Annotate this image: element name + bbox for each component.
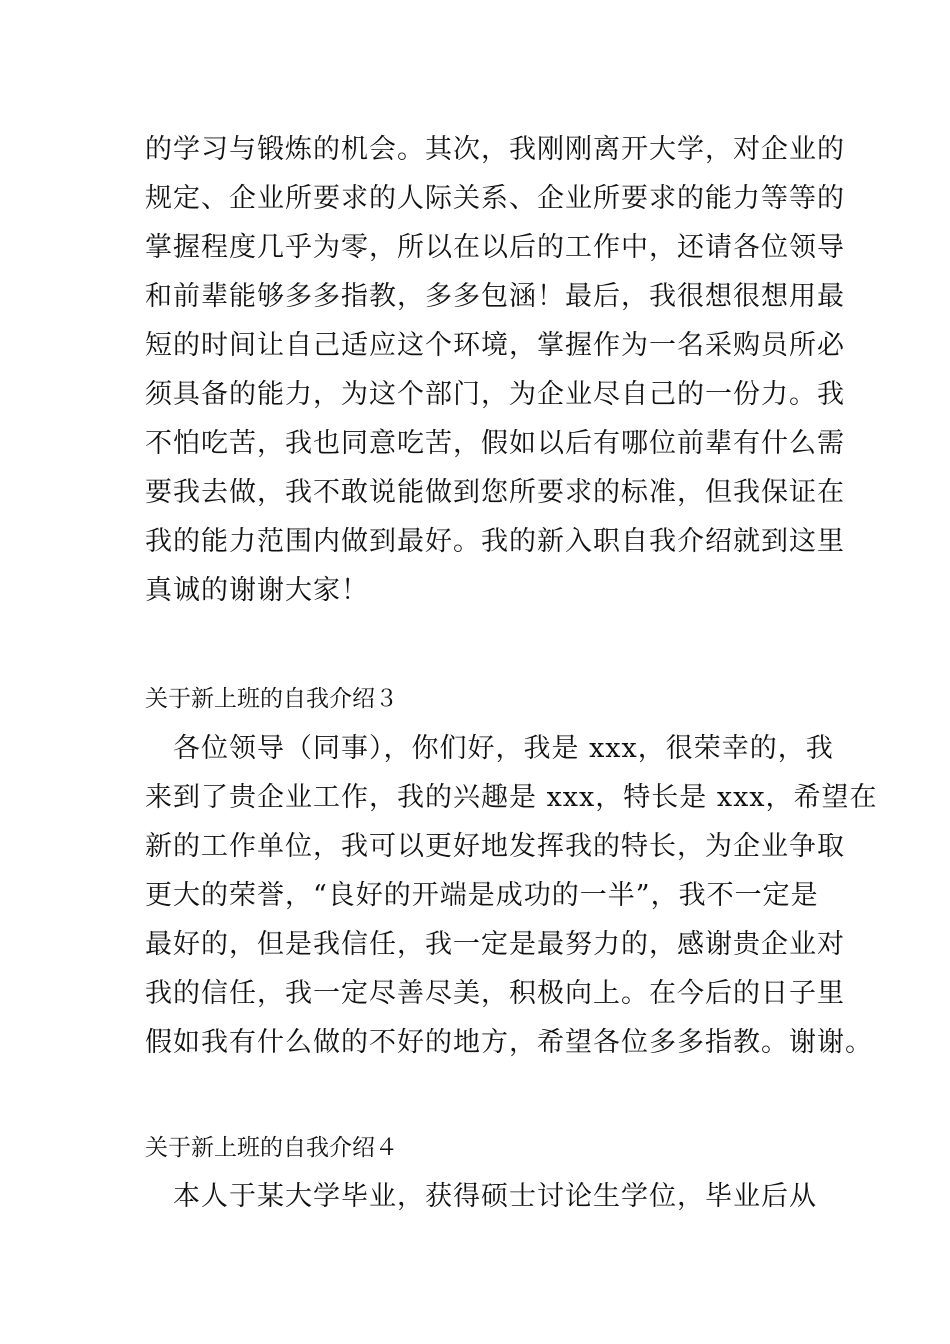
paragraph-line: 不怕吃苦，我也同意吃苦，假如以后有哪位前辈有什么需 bbox=[145, 428, 845, 459]
section-heading: 关于新上班的自我介绍３ bbox=[145, 686, 398, 712]
paragraph-line: 新的工作单位，我可以更好地发挥我的特长，为企业争取 bbox=[145, 831, 845, 862]
paragraph-line: 本人于某大学毕业，获得硕士讨论生学位，毕业后从 bbox=[145, 1181, 817, 1212]
paragraph-line: 假如我有什么做的不好的地方，希望各位多多指教。谢谢。 bbox=[145, 1027, 873, 1058]
paragraph-line: 我的能力范围内做到最好。我的新入职自我介绍就到这里 bbox=[145, 526, 845, 557]
paragraph-line: 来到了贵企业工作，我的兴趣是 xxx，特长是 xxx，希望在 bbox=[145, 782, 878, 813]
paragraph-line: 和前辈能够多多指教，多多包涵！最后，我很想很想用最 bbox=[145, 281, 845, 312]
paragraph-line: 最好的，但是我信任，我一定是最努力的，感谢贵企业对 bbox=[145, 929, 845, 960]
paragraph-line: 须具备的能力，为这个部门，为企业尽自己的一份力。我 bbox=[145, 379, 845, 410]
paragraph-line: 要我去做，我不敢说能做到您所要求的标准，但我保证在 bbox=[145, 477, 845, 508]
paragraph-line: 短的时间让自己适应这个环境，掌握作为一名采购员所必 bbox=[145, 330, 845, 361]
section-heading: 关于新上班的自我介绍４ bbox=[145, 1135, 398, 1161]
paragraph-line: 真诚的谢谢大家！ bbox=[145, 575, 369, 606]
paragraph-line: 我的信任，我一定尽善尽美，积极向上。在今后的日子里 bbox=[145, 978, 845, 1009]
paragraph-line: 的学习与锻炼的机会。其次，我刚刚离开大学，对企业的 bbox=[145, 134, 845, 165]
paragraph-line: 各位领导（同事），你们好，我是 xxx，很荣幸的，我 bbox=[145, 733, 834, 764]
paragraph-line: 更大的荣誉，“良好的开端是成功的一半”，我不一定是 bbox=[145, 880, 819, 911]
paragraph-line: 掌握程度几乎为零，所以在以后的工作中，还请各位领导 bbox=[145, 232, 845, 263]
paragraph-line: 规定、企业所要求的人际关系、企业所要求的能力等等的 bbox=[145, 183, 845, 214]
